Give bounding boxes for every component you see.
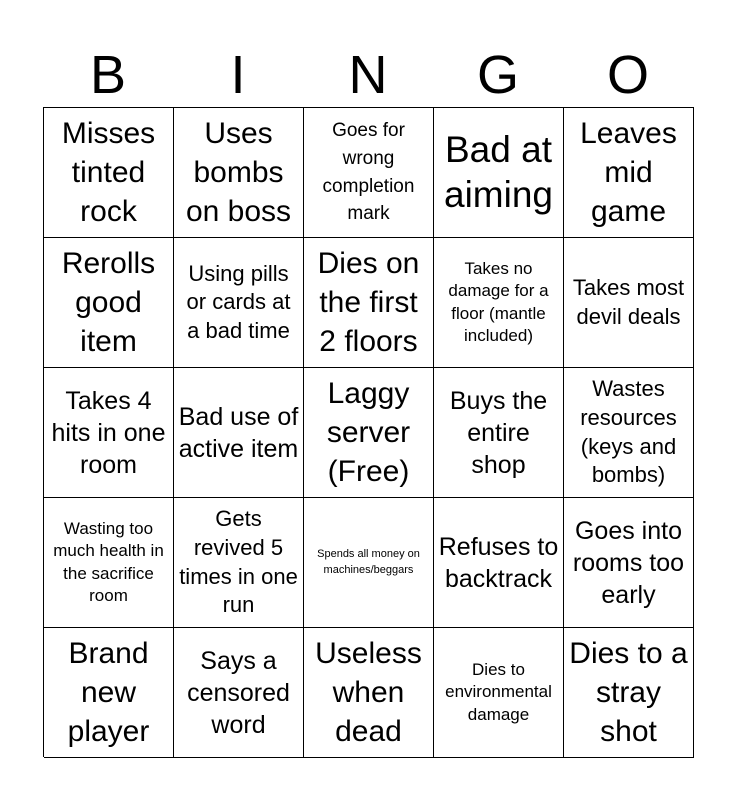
header-letter-b: B	[89, 45, 127, 105]
bingo-square-text: Gets revived 5 times in one run	[179, 506, 298, 618]
bingo-square-text: Laggy server (Free)	[326, 377, 411, 488]
bingo-square[interactable]	[564, 238, 694, 368]
bingo-square[interactable]	[44, 628, 174, 758]
bingo-square[interactable]	[564, 498, 694, 628]
bingo-square[interactable]	[304, 238, 434, 368]
bingo-square[interactable]	[304, 108, 434, 238]
bingo-square-text: Using pills or cards at a bad time	[186, 260, 291, 343]
bingo-square-text: Takes most devil deals	[572, 274, 685, 329]
bingo-square[interactable]	[44, 498, 174, 628]
bingo-header	[43, 44, 693, 106]
bingo-card-grid	[43, 107, 694, 757]
bingo-square-text: Refuses to backtrack	[438, 532, 559, 593]
bingo-square[interactable]	[174, 628, 304, 758]
bingo-square[interactable]	[434, 628, 564, 758]
bingo-square-text: Goes into rooms too early	[572, 516, 685, 609]
bingo-square-text: Dies to environmental damage	[445, 659, 552, 724]
bingo-square[interactable]	[174, 108, 304, 238]
bingo-square-text: Says a censored word	[187, 646, 290, 739]
bingo-square-text: Wasting too much health in the sacrifice room	[53, 518, 164, 605]
bingo-square-text: Bad use of active item	[178, 402, 299, 463]
bingo-square[interactable]	[44, 238, 174, 368]
bingo-square[interactable]	[304, 368, 434, 498]
bingo-square[interactable]	[174, 368, 304, 498]
bingo-square-text: Misses tinted rock	[61, 117, 156, 228]
bingo-square-text: Rerolls good item	[61, 247, 156, 358]
bingo-square-text: Useless when dead	[315, 637, 422, 748]
bingo-square-text: Goes for wrong completion mark	[322, 120, 415, 225]
bingo-square-text: Leaves mid game	[580, 117, 677, 228]
bingo-square[interactable]	[304, 628, 434, 758]
bingo-square-text: Dies on the first 2 floors	[317, 247, 420, 358]
bingo-square-text: Dies to a stray shot	[569, 637, 688, 748]
bingo-square-text: Brand new player	[67, 637, 150, 748]
bingo-square[interactable]	[434, 498, 564, 628]
bingo-square[interactable]	[174, 238, 304, 368]
bingo-square[interactable]	[434, 238, 564, 368]
bingo-square-text: Takes no damage for a floor (mantle included)	[448, 258, 549, 345]
bingo-square[interactable]	[304, 498, 434, 628]
bingo-square-text: Buys the entire shop	[449, 386, 548, 479]
bingo-square[interactable]	[434, 368, 564, 498]
bingo-square-text: Spends all money on machines/beggars	[317, 547, 420, 576]
bingo-square[interactable]	[44, 108, 174, 238]
bingo-square[interactable]	[174, 498, 304, 628]
header-letter-g: G	[476, 45, 519, 105]
bingo-square[interactable]	[564, 628, 694, 758]
header-letter-n: N	[348, 45, 388, 105]
bingo-square-text: Takes 4 hits in one room	[51, 386, 166, 479]
bingo-square[interactable]	[434, 108, 564, 238]
bingo-square[interactable]	[44, 368, 174, 498]
bingo-square-text: Uses bombs on boss	[185, 117, 292, 228]
bingo-square[interactable]	[564, 108, 694, 238]
header-letter-o: O	[606, 45, 649, 105]
bingo-square-text: Wastes resources (keys and bombs)	[580, 376, 677, 488]
bingo-square-text: Bad at aiming	[444, 129, 553, 215]
bingo-square[interactable]	[564, 368, 694, 498]
header-letter-i: I	[230, 45, 246, 105]
